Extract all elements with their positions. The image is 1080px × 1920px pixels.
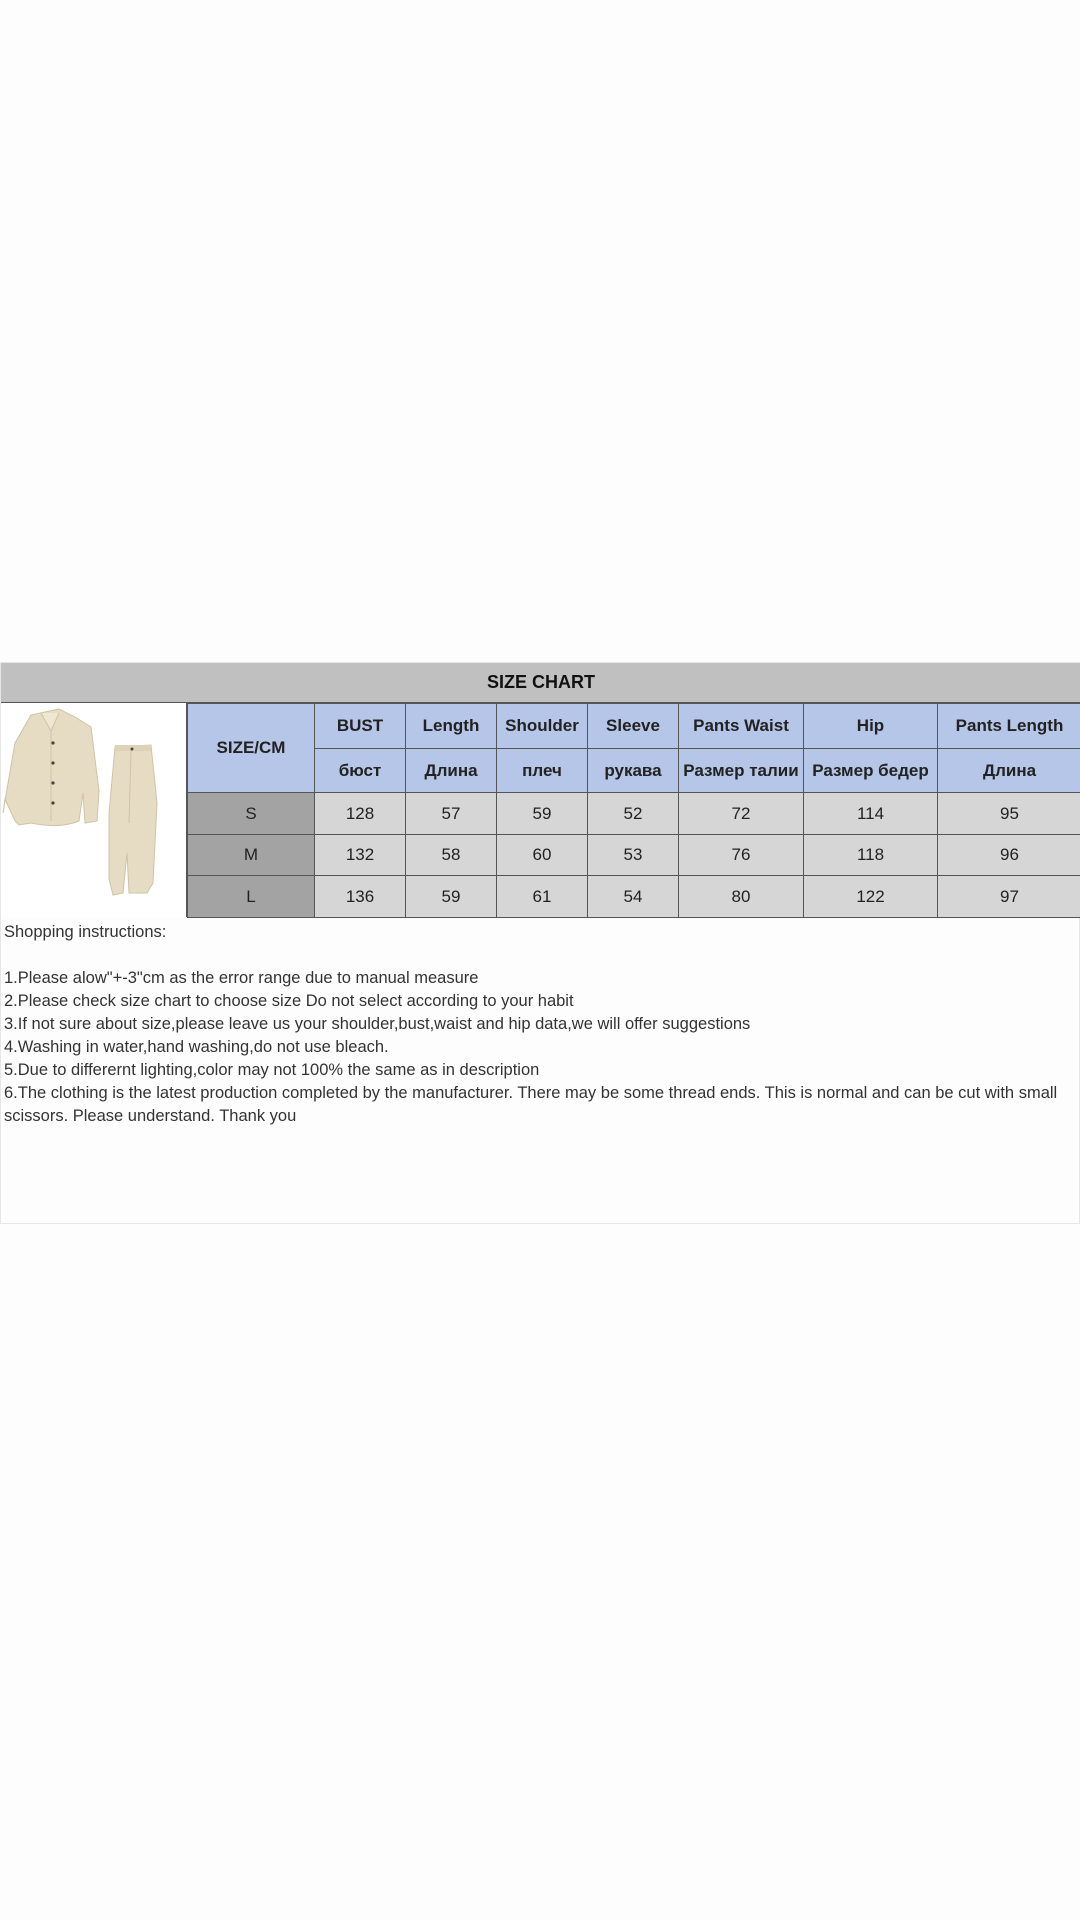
size-label: S [188,793,315,835]
table-cell: 60 [497,835,588,876]
table-cell: 53 [588,835,679,876]
col-header-pants-waist: Pants Waist [679,704,804,749]
table-cell: 136 [315,876,406,918]
table-cell: 58 [406,835,497,876]
size-chart-sheet [0,662,1080,1224]
header-row-ru [188,749,1080,793]
table-cell: 132 [315,835,406,876]
size-label: L [188,876,315,918]
table-row [188,835,1080,876]
instruction-line: 3.If not sure about size,please leave us your shoulder,bust,waist and hip data,we will offer suggestions [4,1015,751,1033]
col-header-sleeve: Sleeve [588,704,679,749]
table-cell: 59 [406,876,497,918]
table-row [188,876,1080,918]
col-header-pants-waist-ru: Размер талии [679,749,804,793]
size-label: M [188,835,315,876]
col-header-sleeve-ru: рукава [588,749,679,793]
product-image [1,703,187,917]
pants-icon [109,745,157,895]
instructions-heading: Shopping instructions: [4,923,167,941]
spacer [4,944,1078,967]
col-header-bust-ru: бюст [315,749,406,793]
table-cell: 95 [938,793,1080,835]
size-table [187,703,1080,918]
table-cell: 80 [679,876,804,918]
instruction-line: 6.The clothing is the latest production completed by the manufacturer. There may be some thread ends. This is normal and can be cut with small scissors. Please understand. Thank you [4,1084,1058,1125]
table-cell: 114 [804,793,938,835]
col-header-hip: Hip [804,704,938,749]
header-row-en [188,704,1080,749]
table-cell: 97 [938,876,1080,918]
col-header-shoulder: Shoulder [497,704,588,749]
col-header-shoulder-ru: плеч [497,749,588,793]
col-header-bust: BUST [315,704,406,749]
jacket-icon [3,709,99,826]
instruction-line: 2.Please check size chart to choose size Do not select according to your habit [4,992,574,1010]
instruction-line: 5.Due to differernt lighting,color may not 100% the same as in description [4,1061,540,1079]
table-cell: 59 [497,793,588,835]
col-header-pants-length: Pants Length [938,704,1080,749]
col-header-pants-length-ru: Длина [938,749,1080,793]
col-header-length: Length [406,704,497,749]
col-header-hip-ru: Размер бедер [804,749,938,793]
outfit-illustration [1,703,187,917]
table-cell: 57 [406,793,497,835]
size-chart-title: SIZE CHART [1,663,1080,703]
table-cell: 61 [497,876,588,918]
table-cell: 72 [679,793,804,835]
instruction-line: 4.Washing in water,hand washing,do not use bleach. [4,1038,389,1056]
size-cm-header: SIZE/CM [188,704,315,793]
instruction-line: 1.Please alow"+-3"cm as the error range due to manual measure [4,969,479,987]
table-cell: 52 [588,793,679,835]
table-cell: 54 [588,876,679,918]
table-cell: 128 [315,793,406,835]
table-cell: 118 [804,835,938,876]
shopping-instructions [4,921,1078,1128]
table-cell: 122 [804,876,938,918]
table-cell: 96 [938,835,1080,876]
table-row [188,793,1080,835]
table-cell: 76 [679,835,804,876]
col-header-length-ru: Длина [406,749,497,793]
